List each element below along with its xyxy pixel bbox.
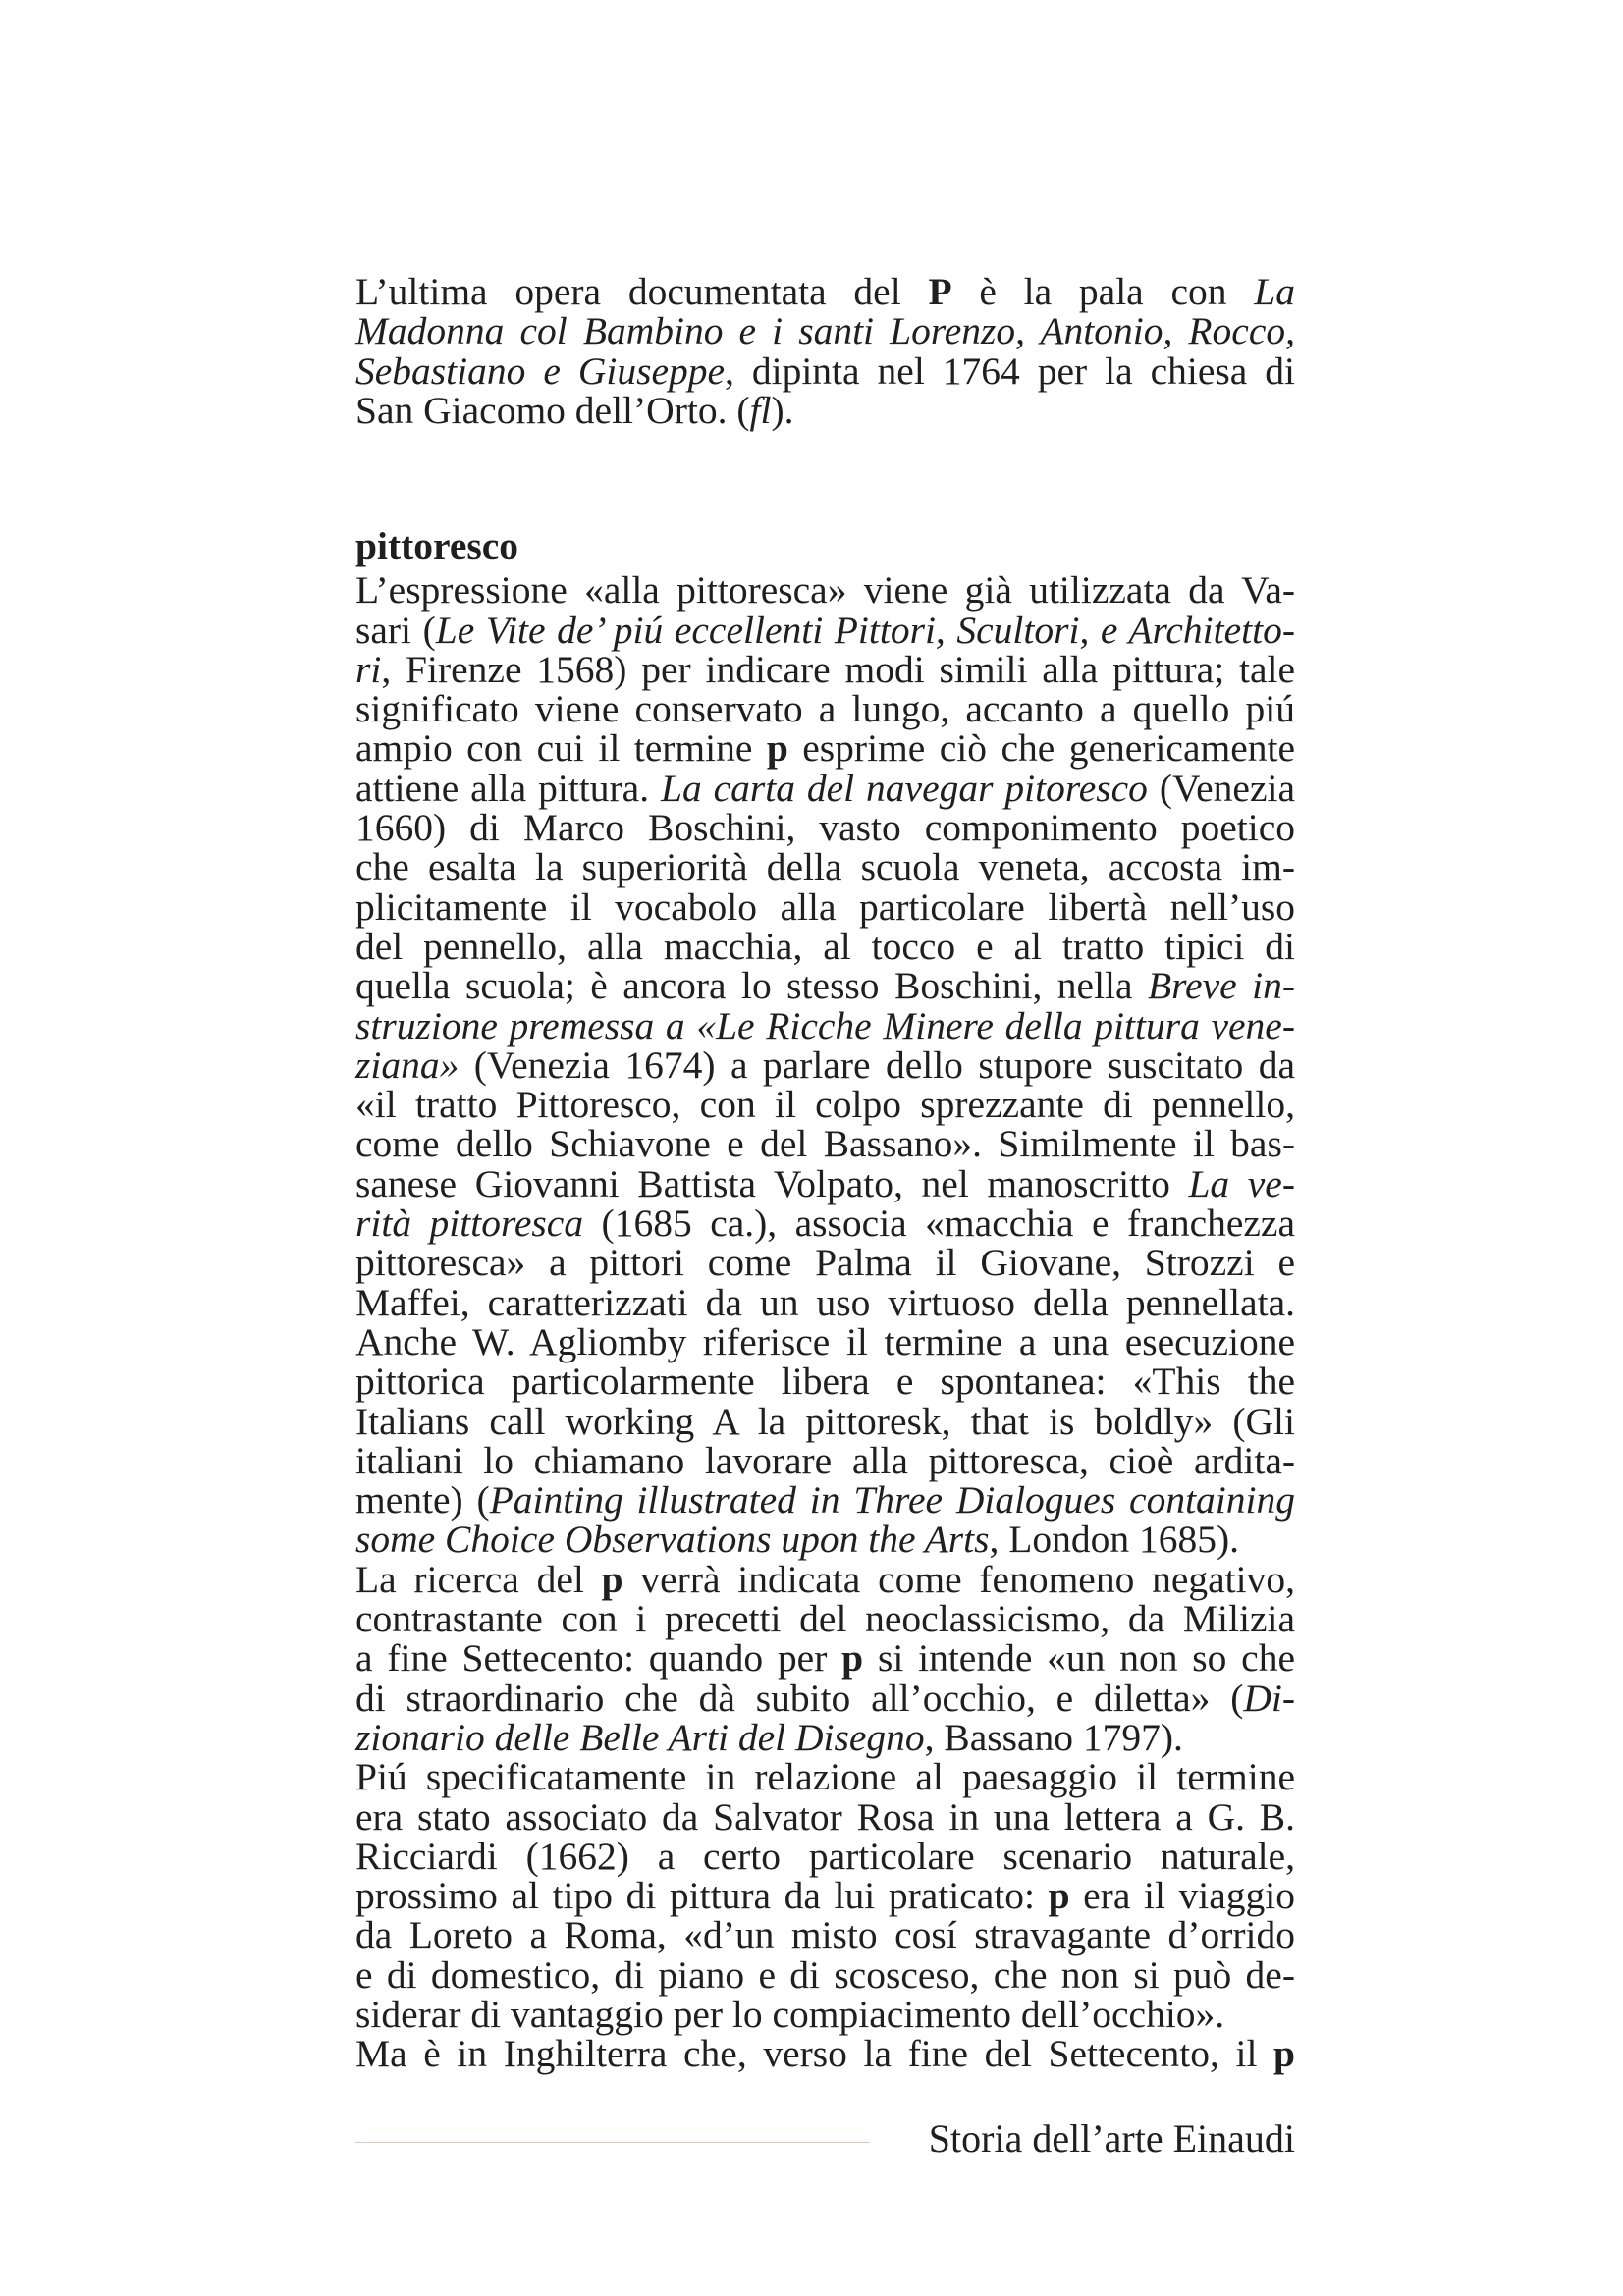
text-run: zionario delle Belle Arti del Disegno xyxy=(355,1715,925,1759)
text-run: è la pala con xyxy=(951,270,1255,313)
text-run: «il tratto Pittoresco, con il colpo sprezzante di pennello, xyxy=(355,1083,1295,1127)
footer-rule xyxy=(355,2142,870,2143)
text-run: , Firenze 1568) per indicare modi simili alla pittura; tale xyxy=(381,647,1295,691)
text-run: La carta del navegar pitoresco xyxy=(660,766,1148,810)
text-run: pittorica particolarmente libera e spontanea: «This the xyxy=(355,1360,1295,1404)
text-line xyxy=(355,1557,1296,1601)
text-line xyxy=(355,1042,1295,1087)
text-line xyxy=(355,806,1295,850)
text-run: (1685 ca.), associa «macchia e franchezza xyxy=(583,1201,1296,1246)
text-run: Italians call working A la pittoresk, that is boldly» (Gli xyxy=(355,1399,1295,1443)
text-run: p xyxy=(1273,2032,1295,2076)
text-run: , Bassano 1797). xyxy=(924,1715,1183,1759)
text-line xyxy=(355,388,1295,432)
text-run: da Loreto a Roma, «d’un misto cosí stravagante d’orrido xyxy=(355,1913,1295,1957)
text-line xyxy=(355,766,1295,810)
text-run: ampio con cui il termine xyxy=(355,726,767,771)
text-run: a fine Settecento: quando per xyxy=(355,1636,842,1681)
text-run: , dipinta nel 1764 per la chiesa di xyxy=(725,348,1295,393)
text-line xyxy=(355,1003,1295,1047)
text-run: italiani lo chiamano lavorare alla pittoresca, cioè ardita- xyxy=(355,1438,1295,1482)
text-run: significato viene conservato a lungo, accanto a quello piú xyxy=(355,687,1295,731)
footer-publisher: Storia dell’arte Einaudi xyxy=(928,2116,1295,2161)
text-line xyxy=(355,845,1295,889)
text-run: siderar di vantaggio per lo compiacimento dell’occhio». xyxy=(355,1992,1225,2036)
text-line xyxy=(355,568,1295,613)
text-run: P xyxy=(928,270,952,313)
text-run: Anche W. Agliomby riferisce il termine a una esecuzione xyxy=(355,1319,1295,1363)
text-run: La ve- xyxy=(1188,1161,1295,1205)
text-run: rità pittoresca xyxy=(355,1201,584,1246)
text-run: era il viaggio xyxy=(1069,1874,1295,1918)
text-line xyxy=(355,1913,1295,1957)
text-run: , London 1685). xyxy=(989,1518,1240,1562)
text-run: Piú specificatamente in relazione al paesaggio il termine xyxy=(355,1755,1295,1799)
text-line xyxy=(355,647,1295,691)
text-run: some Choice Observations upon the Arts xyxy=(355,1518,990,1562)
text-run: Ma è in Inghilterra che, verso la fine del Settecento, il xyxy=(355,2032,1274,2076)
text-line xyxy=(355,1636,1296,1681)
text-run: L’espressione «alla pittoresca» viene già utilizzata da Va- xyxy=(355,568,1295,613)
text-run: Sebastiano e Giuseppe xyxy=(355,348,726,393)
text-run: Di- xyxy=(1243,1676,1295,1720)
text-run: San Giacomo dell’Orto. ( xyxy=(355,388,750,432)
text-line xyxy=(355,1794,1295,1839)
intro-paragraph xyxy=(355,272,1295,430)
text-line xyxy=(355,1597,1295,1641)
text-line xyxy=(355,726,1295,771)
text-run: p xyxy=(1048,1874,1070,1918)
text-line xyxy=(355,2032,1295,2076)
text-line xyxy=(355,1399,1295,1443)
text-run: che esalta la superiorità della scuola veneta, accosta im- xyxy=(355,845,1295,889)
text-run: del pennello, alla macchia, al tocco e al tratto tipici di xyxy=(355,924,1295,968)
text-run: era stato associato da Salvator Rosa in una lettera a G. B. xyxy=(355,1794,1295,1839)
text-line xyxy=(355,1874,1295,1918)
text-line xyxy=(355,272,1295,311)
text-run: verrà indicata come fenomeno negativo, xyxy=(622,1557,1296,1601)
text-line xyxy=(355,1280,1295,1324)
entry-body xyxy=(355,568,1296,2076)
text-line xyxy=(355,348,1295,393)
text-run: Painting illustrated in Three Dialogues containing xyxy=(489,1478,1295,1522)
text-run: sari ( xyxy=(355,608,436,652)
text-run: La xyxy=(1254,270,1295,313)
text-line xyxy=(355,924,1295,968)
text-line xyxy=(355,1834,1295,1878)
text-run: Madonna col Bambino e i santi Lorenzo, Antonio, Rocco, xyxy=(355,309,1295,353)
text-line xyxy=(355,1319,1295,1363)
text-line xyxy=(355,1676,1295,1720)
text-run: (Venezia xyxy=(1147,766,1295,810)
text-run: p xyxy=(766,726,788,771)
text-line xyxy=(355,1241,1295,1285)
text-run: prossimo al tipo di pittura da lui praticato: xyxy=(355,1874,1049,1918)
text-run: p xyxy=(841,1636,864,1681)
text-run: mente) ( xyxy=(355,1478,490,1522)
text-run: si intende «un non so che xyxy=(863,1636,1296,1681)
text-run: plicitamente il vocabolo alla particolare libertà nell’uso xyxy=(355,884,1295,929)
text-run: quella scuola; è ancora lo stesso Boschini, nella xyxy=(355,964,1149,1008)
text-run: ri xyxy=(355,647,382,691)
text-run: (Venezia 1674) a parlare dello stupore suscitato da xyxy=(459,1042,1295,1087)
text-run: L’ultima opera documentata del xyxy=(355,270,929,313)
text-line xyxy=(355,608,1295,652)
text-run: contrastante con i precetti del neoclassicismo, da Milizia xyxy=(355,1597,1295,1641)
text-line xyxy=(355,964,1295,1008)
text-line xyxy=(355,1952,1295,1997)
text-run: ziana» xyxy=(355,1042,460,1087)
text-line xyxy=(355,1083,1295,1127)
text-line xyxy=(355,1992,1295,2036)
text-run: attiene alla pittura. xyxy=(355,766,661,810)
text-run: La ricerca del xyxy=(355,1557,602,1601)
text-run: Ricciardi (1662) a certo particolare scenario naturale, xyxy=(355,1834,1295,1878)
text-run: sanese Giovanni Battista Volpato, nel manoscritto xyxy=(355,1161,1189,1205)
text-run: pittoresca» a pittori come Palma il Giovane, Strozzi e xyxy=(355,1241,1295,1285)
text-run: come dello Schiavone e del Bassano». Similmente il bas- xyxy=(355,1122,1295,1166)
text-run: Breve in- xyxy=(1148,964,1295,1008)
text-run: struzione premessa a «Le Ricche Minere della pittura vene- xyxy=(355,1003,1295,1047)
text-line xyxy=(355,687,1295,731)
text-line xyxy=(355,1201,1296,1246)
text-line xyxy=(355,1438,1295,1482)
text-run: ). xyxy=(771,388,794,432)
text-line xyxy=(355,884,1295,929)
text-run: Maffei, caratterizzati da un uso virtuoso della pennellata. xyxy=(355,1280,1295,1324)
text-run: esprime ciò che genericamente xyxy=(787,726,1295,771)
text-line xyxy=(355,1480,1295,1520)
text-line xyxy=(355,1755,1295,1799)
text-line xyxy=(355,1715,1295,1759)
dictionary-entry xyxy=(355,526,1295,2074)
entry-title: pittoresco xyxy=(355,524,519,567)
text-line xyxy=(355,1122,1295,1166)
text-run: Le Vite de’ piú eccellenti Pittori, Scultori, e Architetto- xyxy=(435,608,1295,652)
text-line xyxy=(355,1161,1295,1205)
text-line xyxy=(355,1518,1295,1562)
text-line xyxy=(355,309,1295,353)
text-run: 1660) di Marco Boschini, vasto componimento poetico xyxy=(355,806,1295,850)
text-run: fl xyxy=(749,388,772,432)
text-line xyxy=(355,1360,1295,1404)
text-run: di straordinario che dà subito all’occhio, e diletta» ( xyxy=(355,1676,1244,1720)
text-run: p xyxy=(601,1557,623,1601)
text-run: e di domestico, di piano e di scosceso, che non si può de- xyxy=(355,1952,1295,1997)
